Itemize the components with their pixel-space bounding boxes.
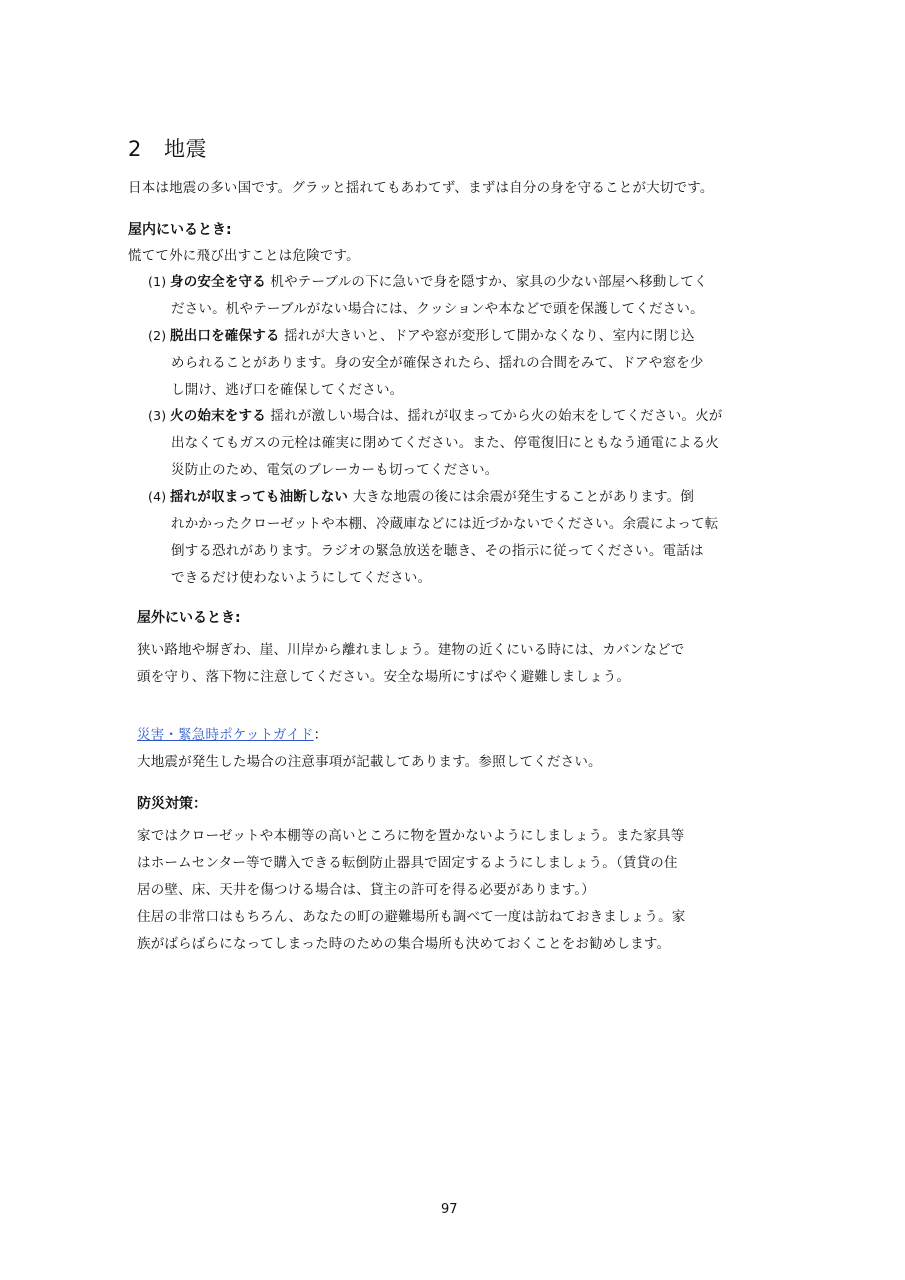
prevention-line: はホームセンター等で購入できる転倒防止器具で固定するようにしましょう。（賃貸の住 [137,855,678,871]
list-item [148,404,723,424]
item-title: 脱出口を確保する [170,328,280,344]
list-marker: (3) [148,408,167,423]
item-line: 揺れが激しい場合は、揺れが収まってから火の始末をしてください。火が [270,408,723,424]
item-line: 出なくてもガスの元栓は確実に閉めてください。また、停電復旧にともなう通電による火 [171,435,719,451]
item-line: 災防止のため、電気のブレーカーも切ってください。 [171,462,499,478]
item-line: できるだけ使わないようにしてください。 [171,570,432,586]
guide-text: 大地震が発生した場合の注意事項が記載してあります。参照してください。 [137,754,602,770]
pocket-guide-link[interactable]: 災害・緊急時ポケットガイド [137,727,314,743]
item-line: し開け、逃げ口を確保してください。 [171,382,404,398]
list-marker: (2) [148,328,167,343]
indoor-lead: 慌てて外に飛び出すことは危険です。 [128,248,360,264]
prevention-line: 住居の非常口はもちろん、あなたの町の避難場所も調べて一度は訪ねておきましょう。家 [137,909,686,925]
guide-link-line [137,723,327,743]
item-title: 揺れが収まっても油断しない [170,489,349,505]
list-marker: (4) [148,489,167,504]
prevention-line: 家ではクローゼットや本棚等の高いところに物を置かないようにしましょう。また家具等 [137,828,685,844]
item-line: 机やテーブルの下に急いで身を隠すか、家具の少ない部屋へ移動してく [270,274,708,290]
item-line: 大きな地震の後には余震が発生することがあります。倒 [352,489,695,505]
list-item [148,485,694,505]
prevention-heading: 防災対策： [137,796,207,812]
outdoor-line: 頭を守り、落下物に注意してください。安全な場所にすばやく避難しましょう。 [137,669,631,685]
outdoor-line: 狭い路地や塀ぎわ、崖、川岸から離れましょう。建物の近くにいる時には、カバンなどで [137,642,685,658]
item-title: 火の始末をする [170,408,266,424]
item-title: 身の安全を守る [170,274,266,290]
outdoor-heading: 屋外にいるとき: [137,610,241,626]
page-number: 97 [441,1202,458,1217]
item-line: 揺れが大きいと、ドアや窓が変形して開かなくなり、室内に閉じ込 [284,328,695,344]
section-heading [128,133,207,163]
section-number: 2 [128,137,142,161]
item-line: ださい。机やテーブルがない場合には、クッションや本などで頭を保護してください。 [171,301,704,317]
list-marker: (1) [148,274,167,289]
item-line: れかかったクローゼットや本棚、冷蔵庫などには近づかないでください。余震によって転 [171,516,719,532]
list-item [148,270,708,290]
item-line: められることがあります。身の安全が確保されたら、揺れの合間をみて、ドアや窓を少 [171,355,704,371]
indoor-heading: 屋内にいるとき: [128,222,232,238]
guide-colon: ： [313,727,328,743]
list-item [148,324,695,344]
prevention-line: 族がばらばらになってしまった時のための集合場所も決めておくことをお勧めします。 [137,936,671,952]
item-line: 倒する恐れがあります。ラジオの緊急放送を聴き、その指示に従ってください。電話は [171,543,704,559]
section-title: 地震 [164,137,207,161]
prevention-line: 居の壁、床、天井を傷つける場合は、貸主の許可を得る必要があります。） [137,882,595,898]
section-intro: 日本は地震の多い国です。グラッと揺れてもあわてず、まずは自分の身を守ることが大切です。 [128,180,714,196]
